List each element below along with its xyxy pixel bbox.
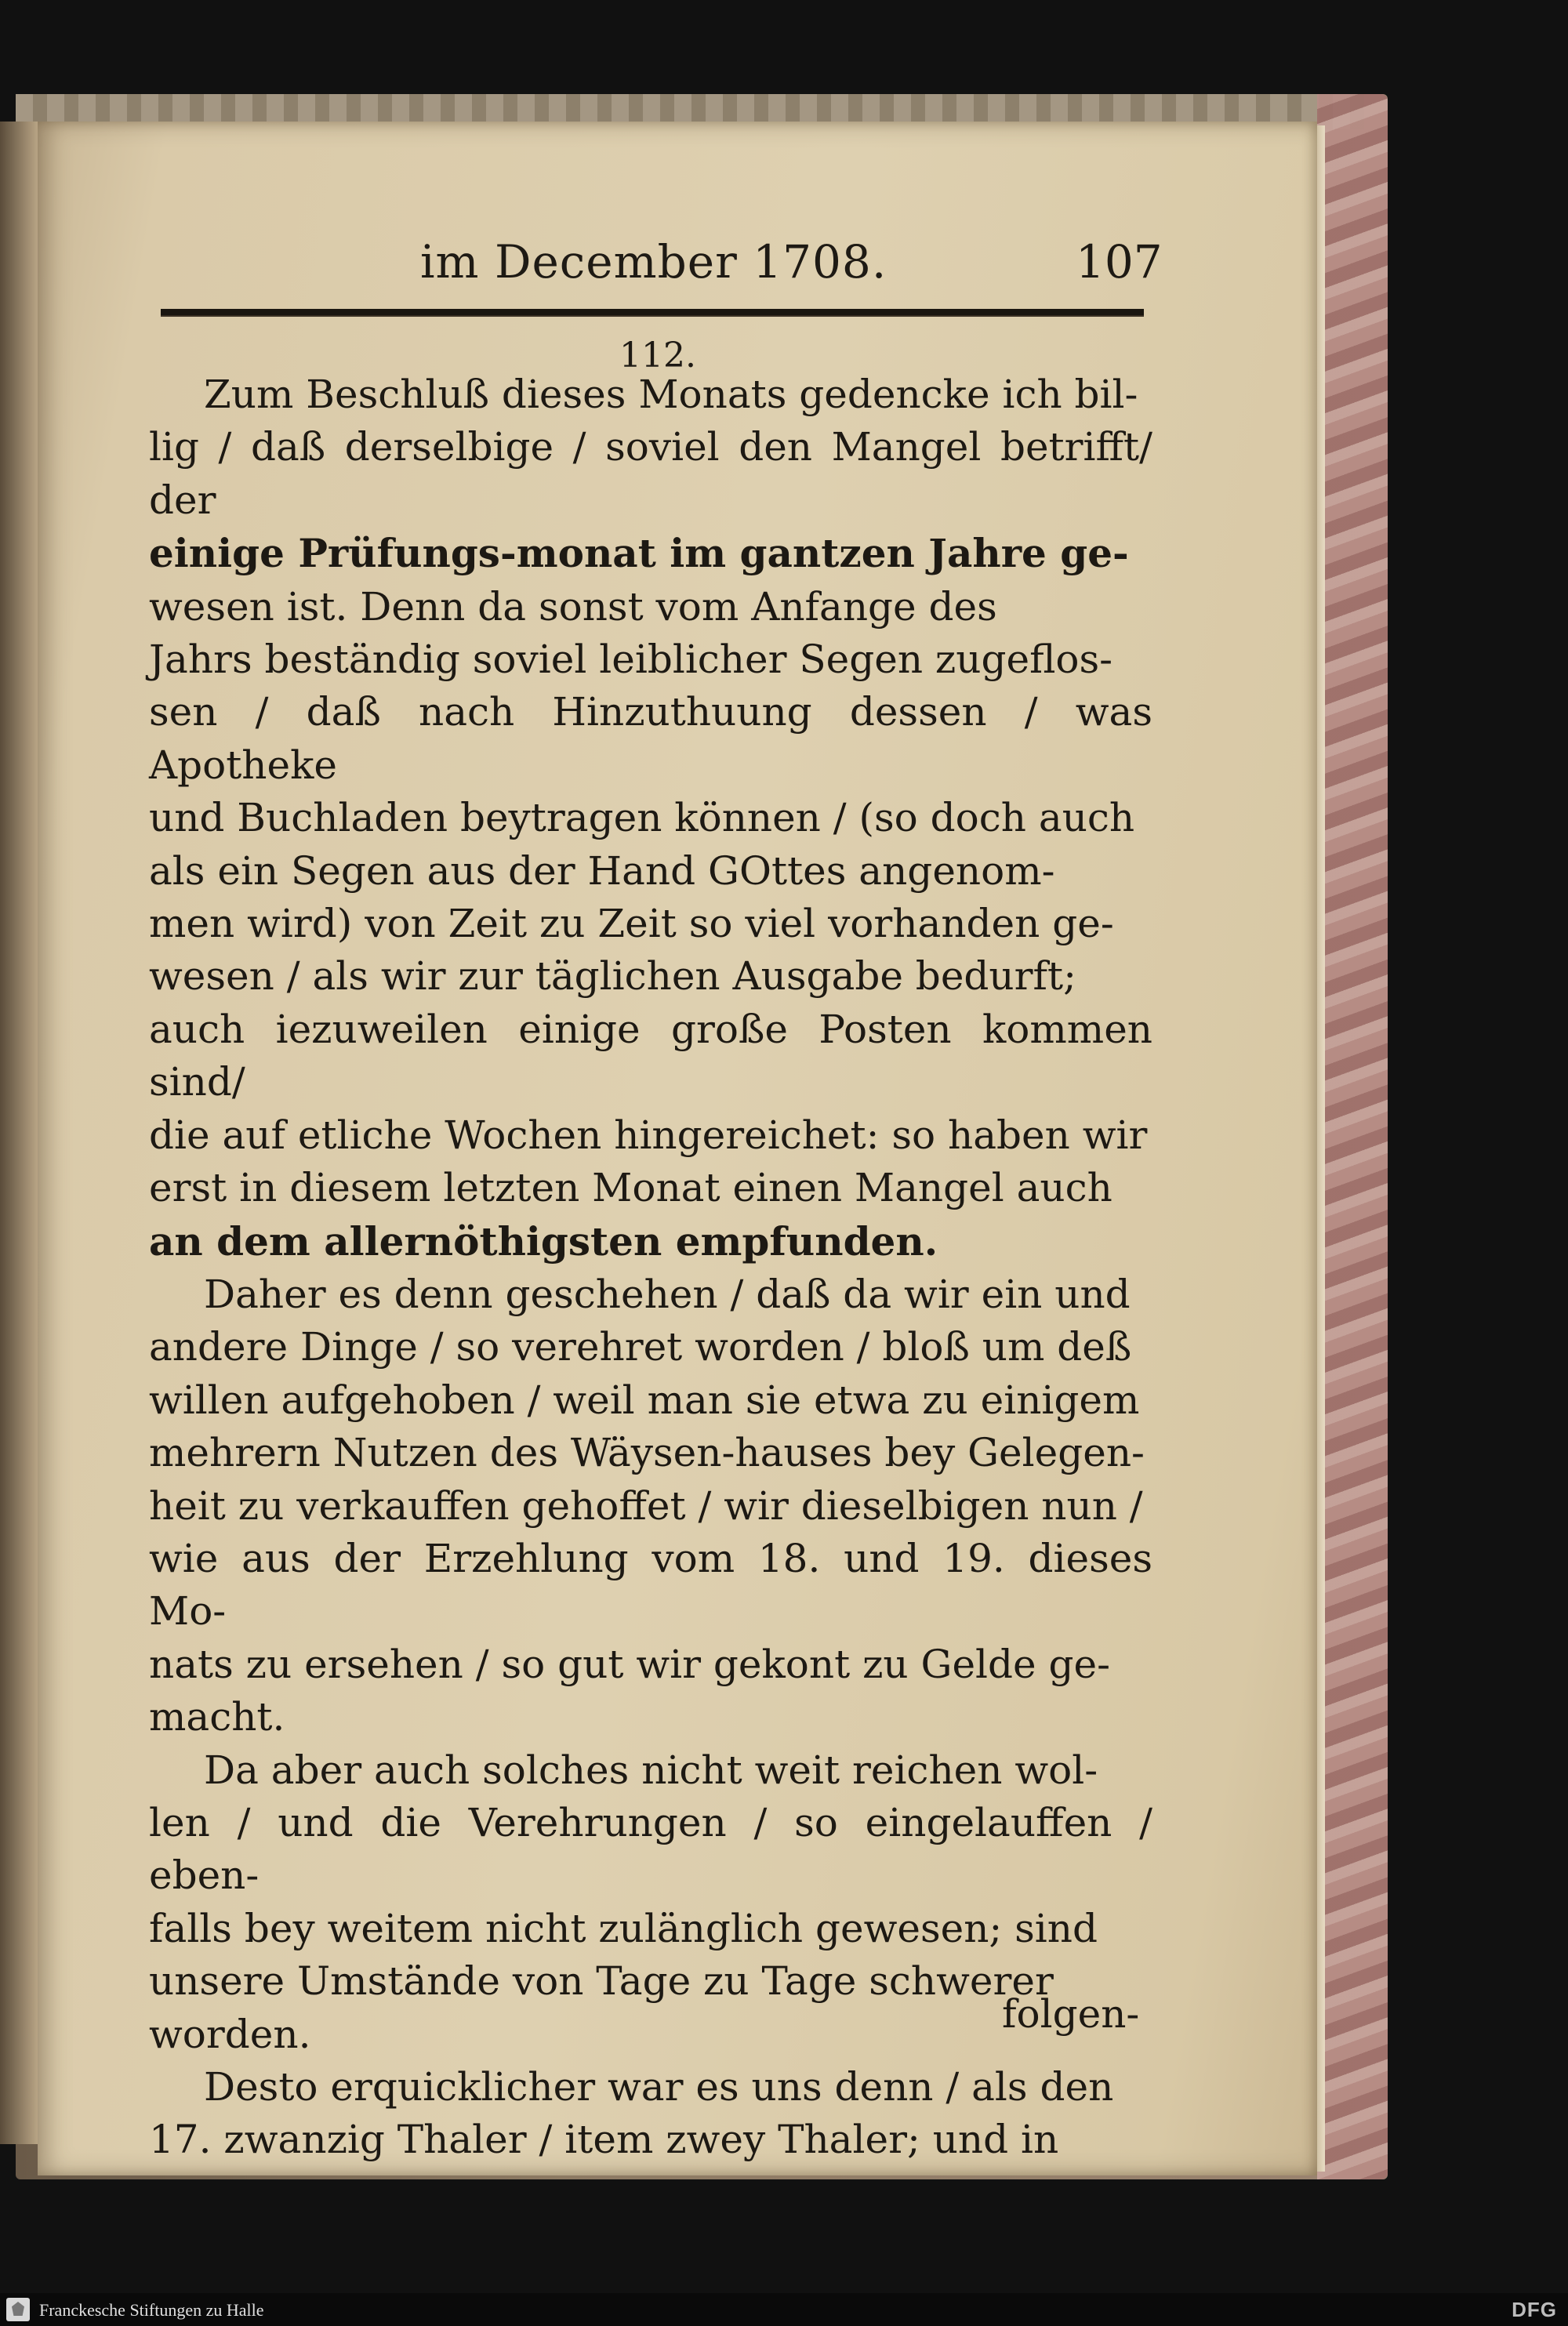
line: 17. zwanzig Thaler / item zwey Thaler; und in [149,2117,1059,2163]
line: andere Dinge / so verehret worden / bloß um deß [149,1324,1132,1370]
catchword: folgen- [1002,1991,1140,2037]
line: Zum Beschluß dieses Monats gedencke ich bil- [204,372,1138,417]
footer-bar [0,2293,1568,2326]
line: die auf etliche Wochen hingereichet: so haben wir [149,1112,1148,1158]
line: mehrern Nutzen des Wäysen-hauses bey Gelegen- [149,1430,1145,1476]
line: wesen ist. Denn da sonst vom Anfange des [149,583,997,630]
line: Da aber auch solches nicht weit reichen wol- [204,1747,1098,1793]
paragraph-1 [149,368,1152,1268]
line: und Buchladen beytragen können / (so doch auch [149,795,1135,841]
header-rule [161,309,1144,317]
paragraph-4 [149,2061,1152,2167]
line: macht. [149,1694,285,1740]
line-bold: an dem allernöthigsten empfunden. [149,1217,938,1265]
line: erst in diesem letzten Monat einen Mangel auch [149,1165,1112,1211]
line: men wird) von Zeit zu Zeit so viel vorhanden ge- [149,901,1114,947]
section-number: 112. [619,336,696,376]
page-number: 107 [1076,235,1163,288]
line: heit zu verkauffen gehoffet / wir dieselbigen nun / [149,1482,1143,1529]
line: unsere Umstände von Tage zu Tage schwerer [149,1958,1054,2005]
paragraph-2 [149,1268,1152,1744]
line: nats zu ersehen / so gut wir gekont zu Gelde ge- [149,1641,1111,1687]
line: Daher es denn geschehen / daß da wir ein und [204,1271,1131,1317]
previous-page-edge [0,122,38,2144]
body-text [149,368,1152,2167]
line: willen aufgehoben / weil man sie etwa zu einigem [149,1377,1140,1423]
institution-logo-icon [6,2298,30,2321]
marbled-cover-edge [1317,94,1388,2179]
line: wesen / als wir zur täglichen Ausgabe bedurft; [149,953,1076,1000]
line-bold: einige Prüfungs-monat im gantzen Jahre ge- [149,530,1129,577]
line: Desto erquicklicher war es uns denn / als den [204,2064,1114,2110]
line: sen / daß nach Hinzuthuung dessen / was Apotheke [149,689,1152,788]
line: wie aus der Erzehlung vom 18. und 19. dieses Mo- [149,1535,1152,1635]
line: worden. [149,2011,311,2057]
line: len / und die Verehrungen / so eingelauffen / eben- [149,1799,1152,1899]
line: falls bey weitem nicht zulänglich gewesen; sind [149,1905,1098,1951]
line: Jahrs beständig soviel leiblicher Segen zugeflos- [149,637,1113,683]
line: lig / daß derselbige / soviel den Mangel betrifft/ der [149,424,1152,523]
institution-name: Franckesche Stiftungen zu Halle [39,2300,264,2320]
line: als ein Segen aus der Hand GOttes angenom- [149,847,1055,894]
dfg-logo: DFG [1512,2298,1557,2321]
running-head: im December 1708. [420,235,887,288]
line: auch iezuweilen einige große Posten kommen sind/ [149,1006,1152,1105]
